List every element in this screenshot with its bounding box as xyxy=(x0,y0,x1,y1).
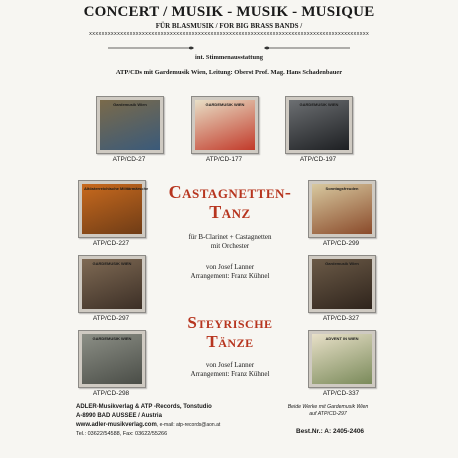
piece1-arrangement: Arrangement: Franz Kühnel xyxy=(190,272,270,280)
cd-cover: GARDEMUSIK WIEN xyxy=(285,96,353,154)
piece2-title-line2: Tänze xyxy=(206,332,254,351)
ornament-left-icon xyxy=(108,44,198,52)
cd-cover: Gardemusik Wien xyxy=(308,255,376,313)
stimmen-note: int. Stimmenausstattung xyxy=(195,54,263,61)
cd-caption: ATP/CD-297 xyxy=(92,315,130,322)
piece1-composer: von Josef Lanner xyxy=(205,263,255,271)
piece1-title-line2: Tanz xyxy=(209,202,251,222)
email-link[interactable]: , e-mail: atp-records@aon.at xyxy=(156,422,221,428)
publisher-address: A-8990 BAD AUSSEE / Austria xyxy=(76,413,162,419)
cd-caption: ATP/CD-27 xyxy=(112,156,146,163)
cd-cover: GARDEMUSIK WIEN xyxy=(191,96,259,154)
separator-line: xxxxxxxxxxxxxxxxxxxxxxxxxxxxxxxxxxxxxxxxxxxxxxxxxxxxxxxxxxxxxxxxxxxxxxxxxxxxxxxxxxxxxxxxxx xyxy=(89,31,369,37)
cd-caption: ATP/CD-177 xyxy=(205,156,243,163)
cd-cover: GARDEMUSIK WIEN xyxy=(78,255,146,313)
piece1-instrumentation-line2: mit Orchester xyxy=(210,242,250,250)
cd-cover: Gardemusik Wien xyxy=(96,96,164,154)
cd-caption: ATP/CD-337 xyxy=(322,390,360,397)
cd-caption: ATP/CD-227 xyxy=(92,240,130,247)
page-title: CONCERT / MUSIK - MUSIK - MUSIQUE xyxy=(83,4,375,20)
ornament-right-icon xyxy=(260,44,350,52)
order-number: Best.Nr.: A: 2405-2406 xyxy=(296,428,365,435)
cd-cover: GARDEMUSIK WIEN xyxy=(78,330,146,388)
piece2-title-line1: Steyrische xyxy=(187,313,273,332)
cd-caption: ATP/CD-197 xyxy=(299,156,337,163)
cd-note-line2: auf ATP/CD-297 xyxy=(309,411,347,417)
cd-cover: Altösterreichische Militärmärsche xyxy=(78,180,146,238)
cd-note-line1: Beide Werke mit Gardemusik Wien xyxy=(287,404,369,410)
piece1-instrumentation-line1: für B-Clarinet + Castagnetten xyxy=(188,233,272,241)
piece2-arrangement: Arrangement: Franz Kühnel xyxy=(190,370,270,378)
publisher-web-line xyxy=(76,421,220,430)
cd-cover: Sonntagsfreuden xyxy=(308,180,376,238)
publisher-name: ADLER-Musikverlag & ATP -Records, Tonstudio xyxy=(76,404,212,410)
cd-cover: ADVENT IN WIEN xyxy=(308,330,376,388)
piece2-composer: von Josef Lanner xyxy=(205,361,255,369)
website-link[interactable]: www.adler-musikverlag.com xyxy=(76,422,157,428)
conductor-line: ATP/CDs mit Gardemusik Wien, Leitung: Oberst Prof. Mag. Hans Schadenbauer xyxy=(115,69,343,76)
cd-caption: ATP/CD-298 xyxy=(92,390,130,397)
piece1-title-line1: Castagnetten- xyxy=(168,182,292,202)
cd-caption: ATP/CD-299 xyxy=(322,240,360,247)
cd-caption: ATP/CD-327 xyxy=(322,315,360,322)
publisher-phone: Tel.: 03622/54588, Fax: 03622/55266 xyxy=(76,431,168,437)
page-subtitle: FÜR BLASMUSIK / FOR BIG BRASS BANDS / xyxy=(155,22,303,30)
